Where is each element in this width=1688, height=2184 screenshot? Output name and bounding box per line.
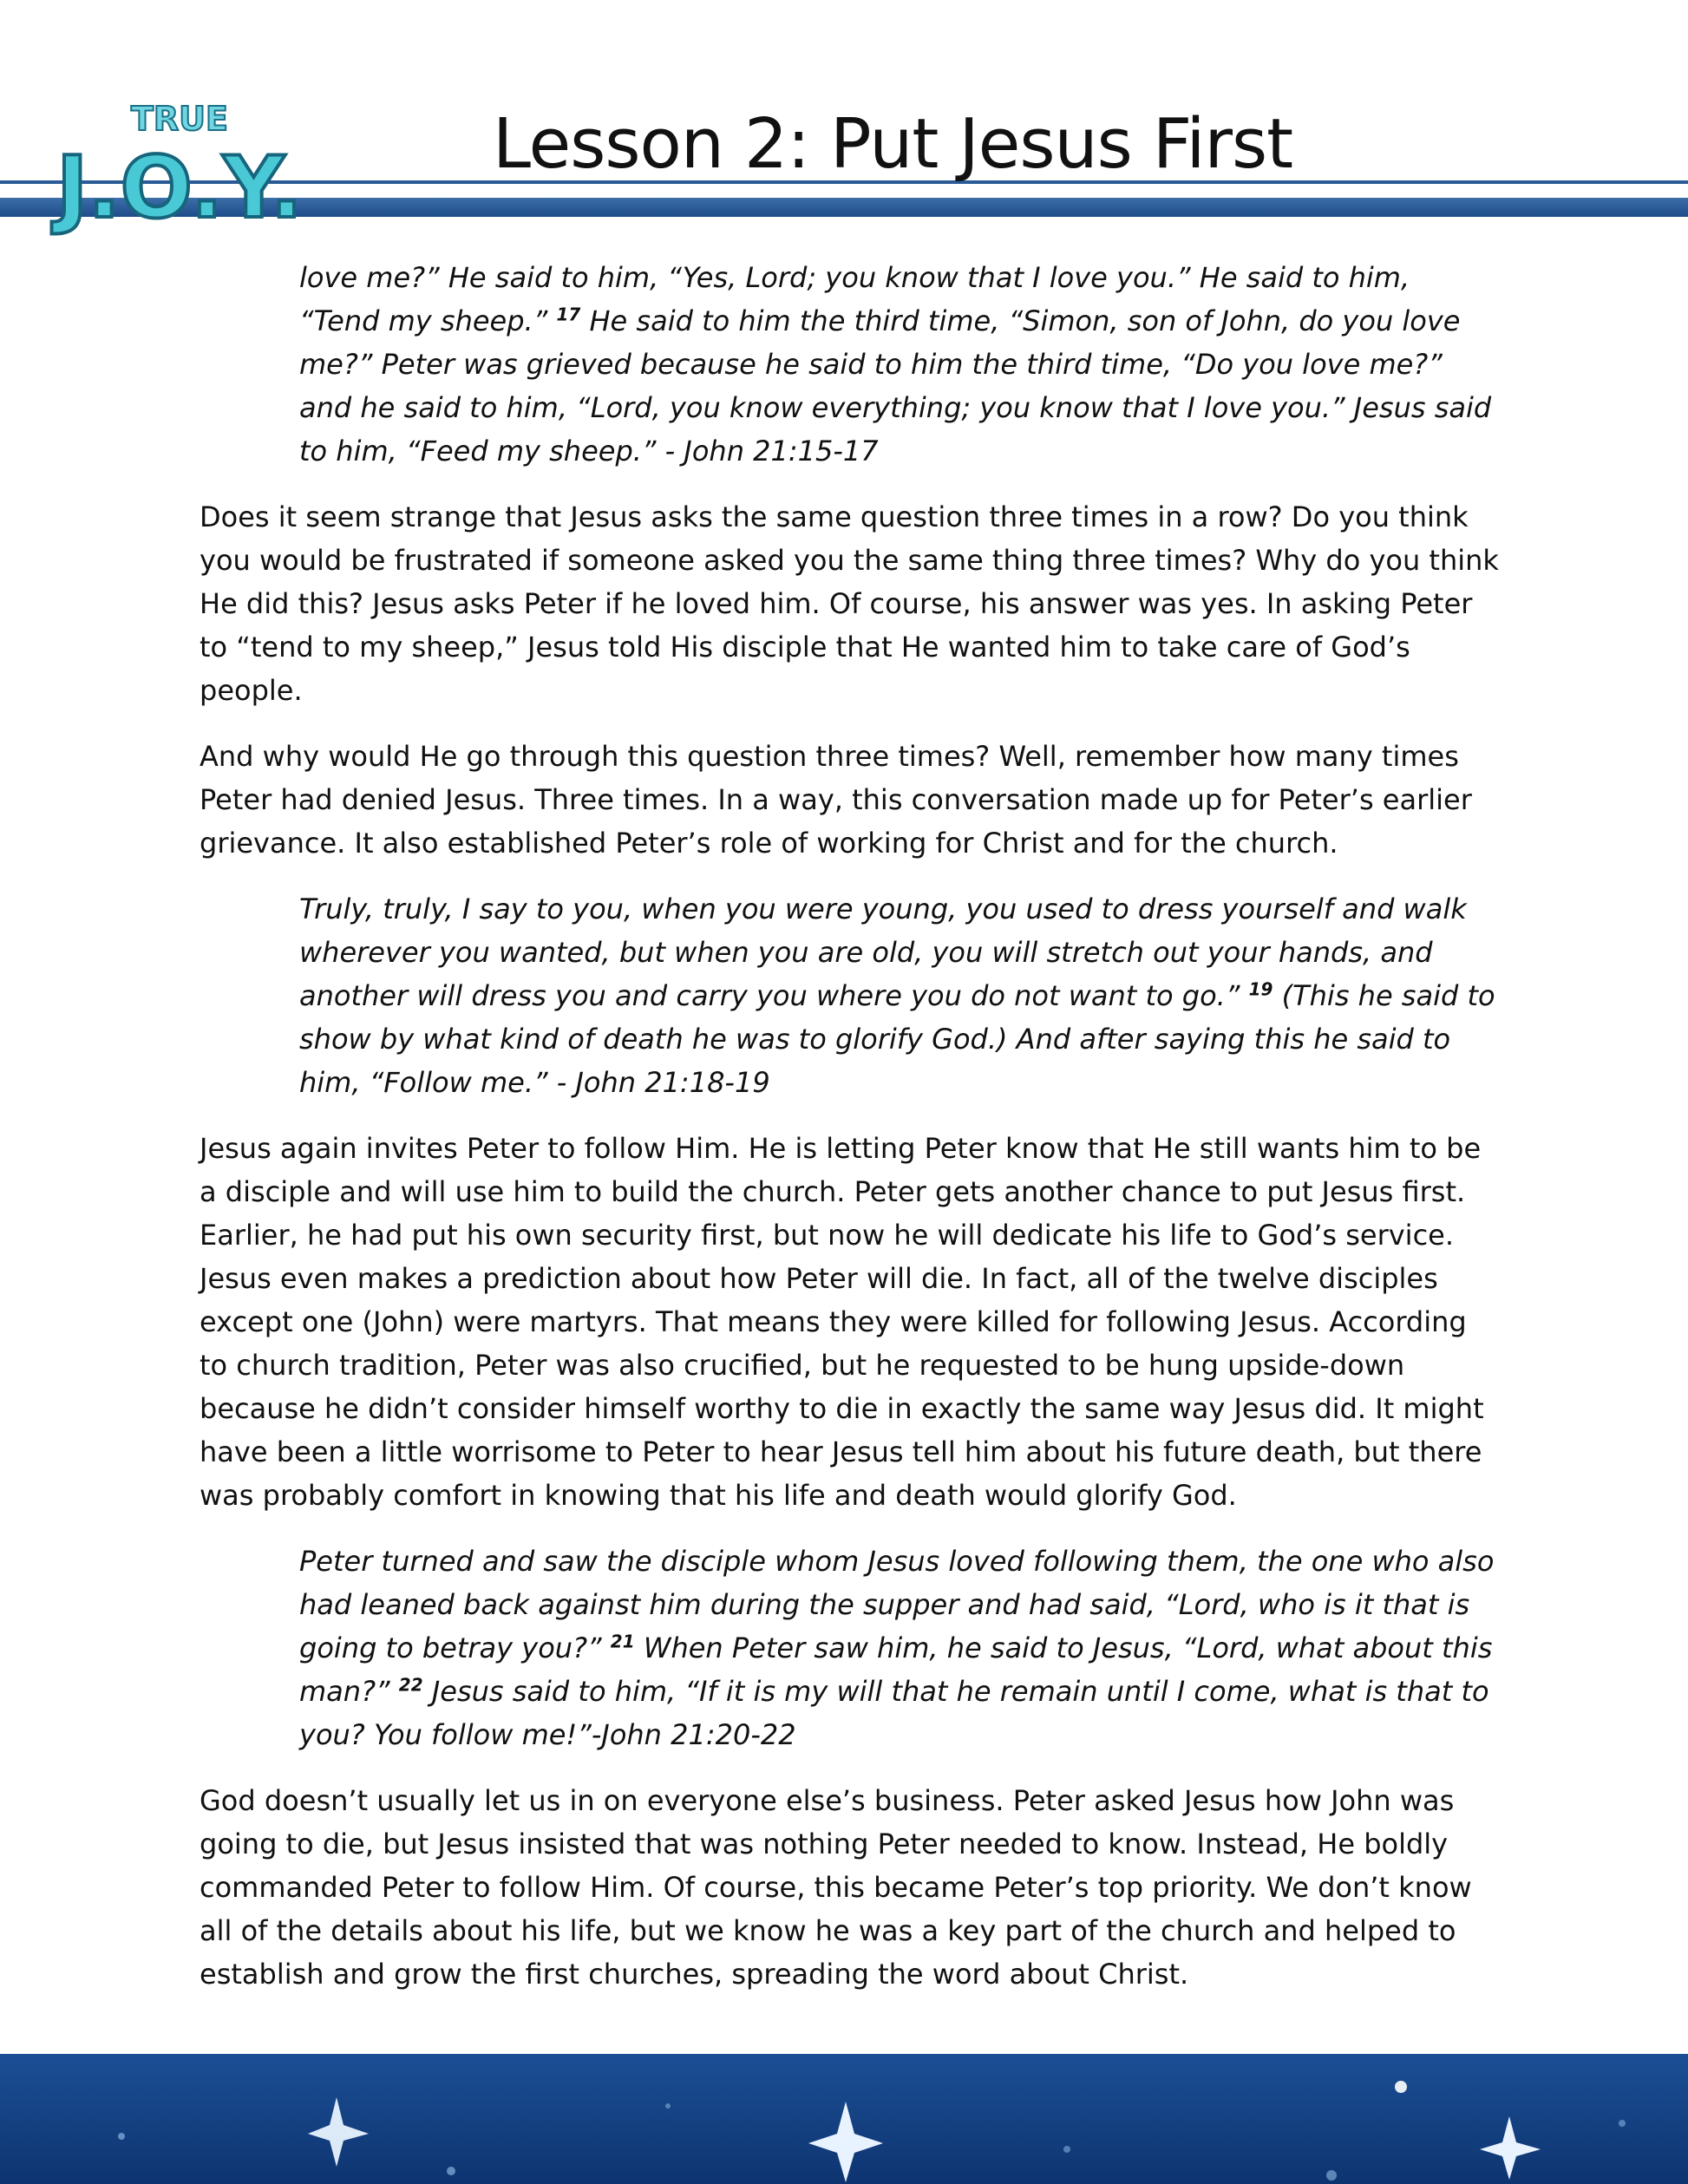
page-footer — [0, 2054, 1688, 2184]
scripture-quote-john-21-15 — [299, 256, 1496, 473]
star-dot-icon — [1326, 2170, 1337, 2181]
star-dot-icon — [447, 2167, 455, 2175]
scripture-quote-john-21-18 — [299, 887, 1496, 1104]
page-header — [0, 0, 1688, 260]
quote-text: (This he said to show by what kind of death he was to glorify God.) And after saying this he said to him, “Follow me.” - John 21:18-19 — [299, 979, 1495, 1099]
verse-number: 19 — [1248, 978, 1273, 1000]
quote-text: Jesus said to him, “If it is my will that he remain until I come, what is that to you? You follow me!”-John 21:20-22 — [299, 1675, 1489, 1751]
star-dot-icon — [1063, 2146, 1070, 2153]
logo-main-text: J.O.Y. — [56, 139, 304, 238]
scripture-quote-john-21-20 — [299, 1540, 1496, 1756]
verse-number: 21 — [610, 1631, 635, 1652]
quote-text: He said to him the third time, “Simon, son of John, do you love me?” Peter was grieved because he said to him the third time, “Do you love me?” and he said to him, “Lord, you know everything; you know that I love you.” Jesus said to him, “Feed my sheep.” - John 21:15-17 — [299, 304, 1492, 468]
body-paragraph: And why would He go through this question three times? Well, remember how many times Peter had denied Jesus. Three times. In a way, this conversation made up for Peter’s earlier grievance. It also established Peter’s role of working for Christ and for the church. — [200, 740, 1472, 860]
true-joy-logo — [48, 95, 325, 247]
quote-text: When Peter saw him, he said to Jesus, “Lord, what about this man?” — [299, 1631, 1493, 1708]
body-paragraph: Jesus again invites Peter to follow Him. He is letting Peter know that He still wants him to be a disciple and will use him to build the church. Peter gets another chance to put Jesus first. Earlier, he had put his own security first, but now he will dedicate his life to God’s service. Jesus even makes a prediction about how Peter will die. In fact, all of the twelve disciples except one (John) were martyrs. That means they were killed for following Jesus. According to church tradition, Peter was also crucified, but he requested to be hung upside-down because he didn’t consider himself worthy to die in exactly the same way Jesus did. It might have been a little worrisome to Peter to hear Jesus tell him about his future death, but there was probably comfort in knowing that his life and death would glorify God. — [200, 1132, 1484, 1512]
star-dot-icon — [1619, 2120, 1626, 2127]
verse-number: 22 — [398, 1674, 423, 1696]
logo-top-text: TRUE — [131, 100, 228, 138]
quote-text: love me?” He said to him, “Yes, Lord; you know that I love you.” He said to him, “Tend my sheep.” — [299, 261, 1410, 337]
star-dot-icon — [1395, 2081, 1407, 2093]
starry-footer-art — [0, 2054, 1688, 2184]
verse-number: 17 — [556, 304, 581, 325]
star-dot-icon — [665, 2103, 671, 2109]
quote-text: Truly, truly, I say to you, when you were young, you used to dress yourself and walk wherever you wanted, but when you are old, you will stretch out your hands, and another will dress you and carry you where you do not want to go.” — [299, 893, 1467, 1012]
quote-text: Peter turned and saw the disciple whom Jesus loved following them, the one who also had leaned back against him during the supper and had said, “Lord, who is it that is going to betray you?” — [299, 1545, 1495, 1664]
lesson-body — [200, 256, 1501, 2018]
page-title: Lesson 2: Put Jesus First — [493, 104, 1293, 184]
star-dot-icon — [118, 2133, 125, 2140]
body-paragraph: God doesn’t usually let us in on everyone else’s business. Peter asked Jesus how John was going to die, but Jesus insisted that was nothing Peter needed to know. Instead, He boldly commanded Peter to follow Him. Of course, this became Peter’s top priority. We don’t know all of the details about his life, but we know he was a key part of the church and helped to establish and grow the first churches, spreading the word about Christ. — [200, 1784, 1472, 1991]
body-paragraph: Does it seem strange that Jesus asks the same question three times in a row? Do you think you would be frustrated if someone asked you the same thing three times? Why do you think He did this? Jesus asks Peter if he loved him. Of course, his answer was yes. In asking Peter to “tend to my sheep,” Jesus told His disciple that He wanted him to take care of God’s people. — [200, 500, 1499, 707]
